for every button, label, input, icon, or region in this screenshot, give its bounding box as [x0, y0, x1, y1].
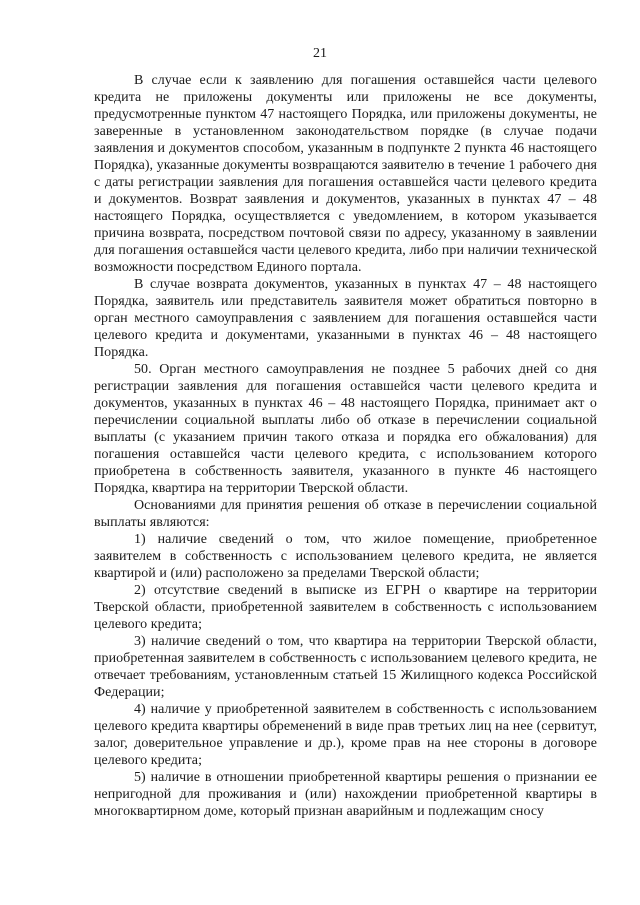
document-body [94, 72, 597, 820]
paragraph-repeat-application: В случае возврата документов, указанных в пунктах 47 – 48 настоящего Порядка, заявитель или представитель заявителя может обратиться повторно в орган местного самоуправления с заявлением для погашения оставшейся части целевого кредита и документами, указанными в пунктах 46 – 48 настоящего Порядка. [94, 277, 597, 360]
paragraph-document-return: В случае если к заявлению для погашения оставшейся части целевого кредита не приложены документы или приложены не все документы, предусмотренные пунктом 47 настоящего Порядка, или приложены документы, не заверенные в установленном законодательством порядке (в случае подачи заявления и документов способом, указанным в подпункте 2 пункта 46 настоящего Порядка), указанные документы возвращаются заявителю в течение 1 рабочего дня с даты регистрации заявления для погашения оставшейся части целевого кредита и документов. Возврат заявления и документов, указанных в пунктах 47 – 48 настоящего Порядка, осуществляется с уведомлением, в котором указывается причина возврата, посредством почтовой связи по адресу, указанному в заявлении для погашения оставшейся части целевого кредита, либо при наличии технической возможности посредством Единого портала. [94, 73, 597, 275]
list-item-ground-1: 1) наличие сведений о том, что жилое помещение, приобретенное заявителем в собственность с использованием целевого кредита, не является квартирой и (или) расположено за пределами Тверской области; [94, 532, 597, 581]
paragraph-refusal-grounds-intro: Основаниями для принятия решения об отказе в перечислении социальной выплаты являются: [94, 498, 597, 530]
list-item-ground-2: 2) отсутствие сведений в выписке из ЕГРН о квартире на территории Тверской области, приобретенной заявителем в собственность с использованием целевого кредита; [94, 583, 597, 632]
list-item-ground-5: 5) наличие в отношении приобретенной квартиры решения о признании ее непригодной для проживания и (или) нахождении приобретенной квартиры в многоквартирном доме, который признан аварийным и подлежащим сносу [94, 770, 597, 819]
page-number: 21 [313, 46, 327, 61]
list-item-ground-4: 4) наличие у приобретенной заявителем в собственность с использованием целевого кредита квартиры обременений в виде прав третьих лиц на нее (сервитут, залог, доверительное управление и др.), кроме прав на нее стороны в договоре целевого кредита; [94, 702, 597, 768]
paragraph-clause-50: 50. Орган местного самоуправления не позднее 5 рабочих дней со дня регистрации заявления для погашения оставшейся части целевого кредита и документов, указанных в пунктах 46 – 48 настоящего Порядка, принимает акт о перечислении социальной выплаты либо об отказе в перечислении социальной выплаты (с указанием причин такого отказа и порядка его обжалования) для погашения оставшейся части целевого кредита, с использованием которого приобретена в собственность заявителя, указанного в пункте 46 настоящего Порядка, квартира на территории Тверской области. [94, 362, 597, 496]
list-item-ground-3: 3) наличие сведений о том, что квартира на территории Тверской области, приобретенная заявителем в собственность с использованием целевого кредита, не отвечает требованиям, установленным статьей 15 Жилищного кодекса Российской Федерации; [94, 634, 597, 700]
